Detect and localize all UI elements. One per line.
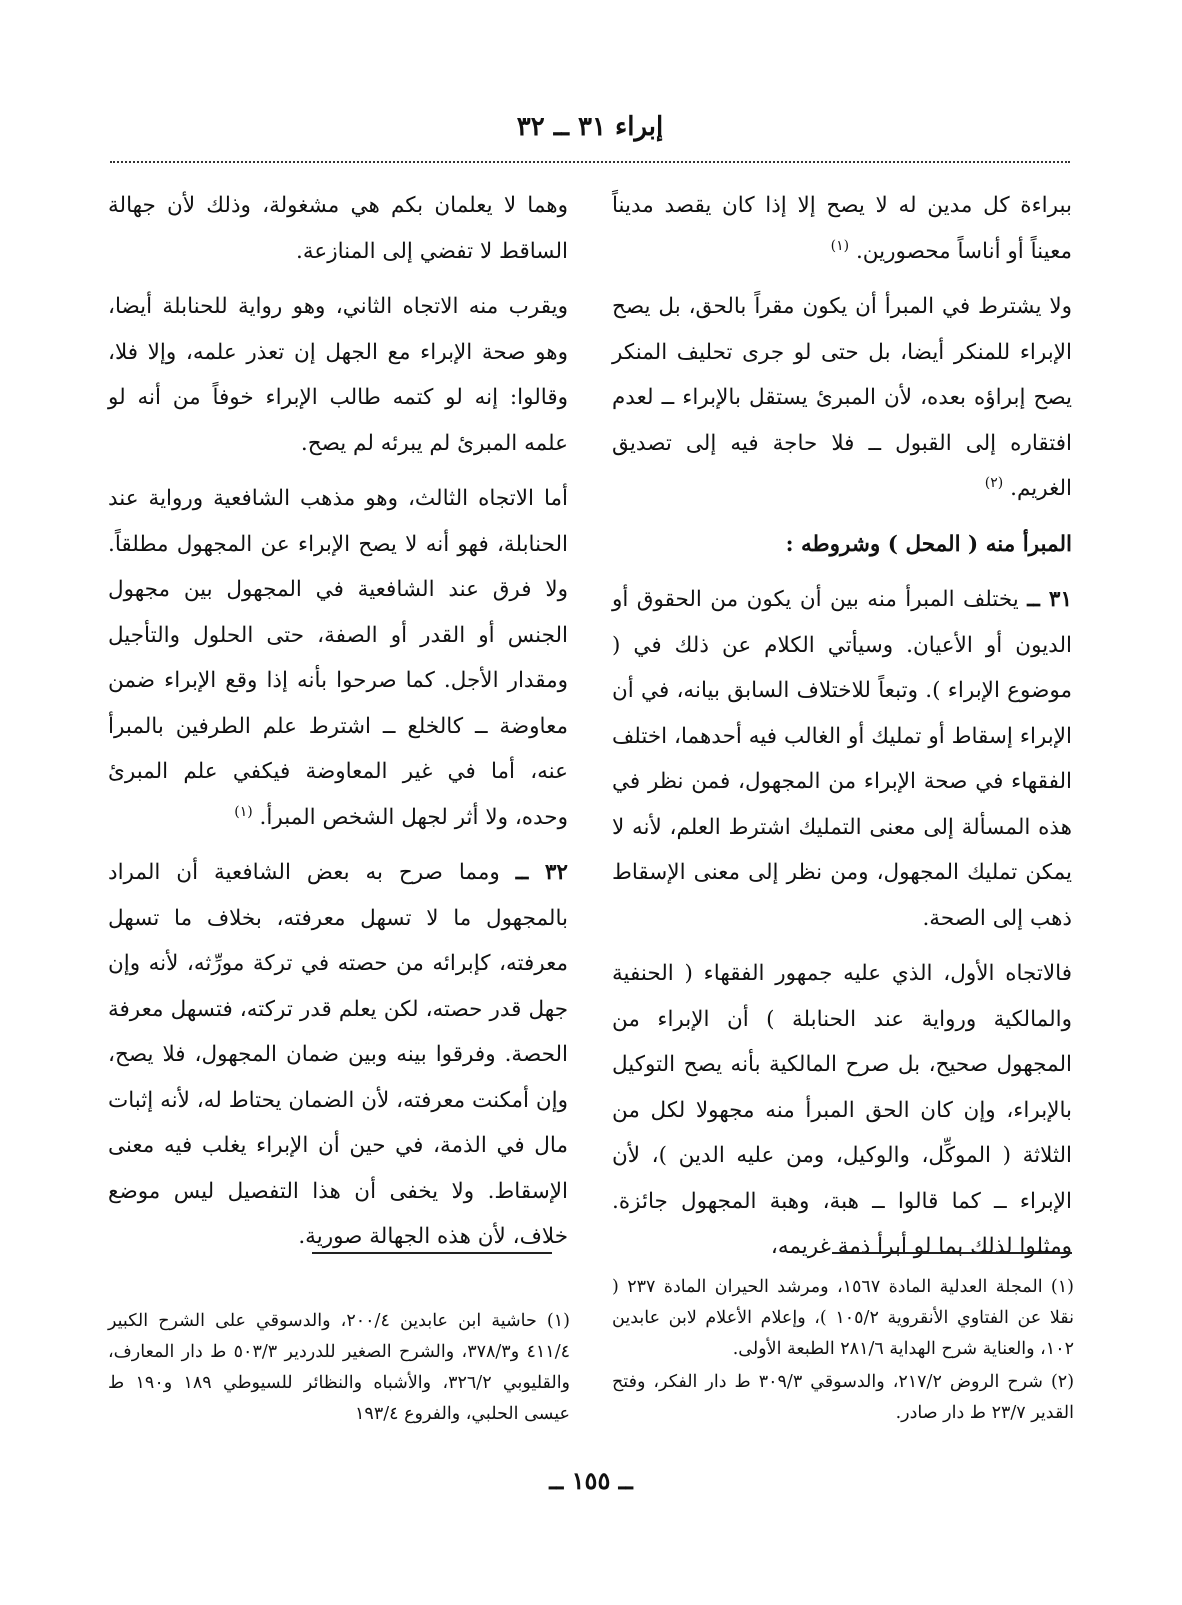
paragraph: وهما لا يعلمان بكم هي مشغولة، وذلك لأن جهالة الساقط لا تفضي إلى المنازعة. xyxy=(108,193,568,264)
paragraph xyxy=(612,284,1072,512)
page-number: ــ ١٥٥ ــ xyxy=(549,1466,633,1495)
footnote-separator xyxy=(312,1252,552,1254)
paragraph: ويقرب منه الاتجاه الثاني، وهو رواية للحنابلة أيضا، وهو صحة الإبراء مع الجهل إن تعذر علمه، وإلا فلا، وقالوا: إنه لو كتمه طالب الإبراء خوفاً من أنه لو علمه المبرئ لم يبرئه لم يصح. xyxy=(108,294,568,456)
footnote: (١) حاشية ابن عابدين ٢٠٠/٤، والدسوقي على الشرح الكبير ٤١١/٤ و٣٧٨/٣، والشرح الصغير للدردير ٥٠٣/٣ ط دار المعارف، والقليوبي ٣٢٦/٢، والأشباه والنظائر للسيوطي ١٨٩ و١٩٠ ط عيسى الحلبي، والفروع ١٩٣/٤ xyxy=(108,1311,571,1424)
paragraph xyxy=(108,476,568,840)
header-dotted-rule xyxy=(110,161,1070,163)
paragraph xyxy=(612,183,1072,274)
left-column xyxy=(108,183,568,1270)
running-header: إبراء ٣١ ــ ٣٢ xyxy=(516,112,664,142)
footnote-separator xyxy=(832,1252,1072,1254)
footnotes-left xyxy=(108,1306,570,1432)
footnote: (٢) شرح الروض ٢١٧/٢، والدسوقي ٣٠٩/٣ ط دار الفكر، وفتح القدير ٢٣/٧ ط دار صادر. xyxy=(612,1372,1075,1423)
footnote-ref: (١) xyxy=(234,803,253,820)
paragraph xyxy=(612,577,1072,941)
paragraph-text: يختلف المبرأ منه بين أن يكون من الحقوق أو الديون أو الأعيان. وسيأتي الكلام عن ذلك في ( موضوع الإبراء ). وتبعاً للاختلاف السابق بيانه، في أن الإبراء إسقاط أو تمليك أو الغالب فيه أحدهما، اختلف الفقهاء في صحة الإبراء من المجهول، فمن نظر في هذه المسألة إلى معنى التمليك اشترط العلم، لأنه لا يمكن تمليك المجهول، ومن نظر إلى معنى الإسقاط ذهب إلى الصحة. xyxy=(612,587,1072,931)
paragraph-number: ٣١ ــ xyxy=(1027,587,1072,612)
footnote: (١) المجلة العدلية المادة ١٥٦٧، ومرشد الحيران المادة ٢٣٧ ( نقلا عن الفتاوي الأنقروية ١٠٥/٢ )، وإعلام الأعلام لابن عابدين ١٠٢، والعناية شرح الهداية ٢٨١/٦ الطبعة الأولى. xyxy=(612,1277,1074,1359)
paragraph-text: أما الاتجاه الثالث، وهو مذهب الشافعية ورواية عند الحنابلة، فهو أنه لا يصح الإبراء عن المجهول مطلقاً. ولا فرق عند الشافعية في المجهول بين مجهول الجنس أو القدر أو الصفة، حتى الحلول والتأجيل ومقدار الأجل. كما صرحوا بأنه إذا وقع الإبراء ضمن معاوضة ــ كالخلع ــ اشترط علم الطرفين بالمبرأ عنه، أما في غير المعاوضة فيكفي علم المبرئ وحده، ولا أثر لجهل الشخص المبرأ. xyxy=(108,486,568,830)
paragraph-text: ومما صرح به بعض الشافعية أن المراد بالمجهول ما لا تسهل معرفته، بخلاف ما تسهل معرفته، كإبرائه من حصته في تركة مورِّثه، لأنه وإن جهل قدر حصته، لكن يعلم قدر تركته، فتسهل معرفة الحصة. وفرقوا بينه وبين ضمان المجهول، فلا يصح، وإن أمكنت معرفته، لأن الضمان يحتاط له، لأنه إثبات مال في الذمة، في حين أن الإبراء يغلب فيه معنى الإسقاط. ولا يخفى أن هذا التفصيل ليس موضع خلاف، لأن هذه الجهالة صورية. xyxy=(108,860,568,1249)
paragraph-number: ٣٢ ــ xyxy=(515,860,568,885)
footnotes-right xyxy=(612,1272,1074,1431)
paragraph: فالاتجاه الأول، الذي عليه جمهور الفقهاء ( الحنفية والمالكية ورواية عند الحنابلة ) أن الإبراء من المجهول صحيح، بل صرح المالكية بأنه يصح التوكيل بالإبراء، وإن كان الحق المبرأ منه مجهولا لكل من الثلاثة ( الموكِّل، والوكيل، ومن عليه الدين )، لأن الإبراء ــ كما قالوا ــ هبة، وهبة المجهول جائزة. ومثلوا لذلك بما لو أبرأ ذمة غريمه، xyxy=(612,961,1072,1259)
section-heading: المبرأ منه ( المحل ) وشروطه : xyxy=(785,531,1072,557)
footnote-ref: (١) xyxy=(830,237,850,254)
paragraph-text: ببراءة كل مدين له لا يصح إلا إذا كان يقصد مديناً معيناً أو أناساً محصورين. xyxy=(612,193,1072,264)
footnote-ref: (٢) xyxy=(984,474,1004,491)
paragraph xyxy=(108,850,568,1260)
right-column xyxy=(612,183,1072,1280)
paragraph-text: ولا يشترط في المبرأ أن يكون مقراً بالحق، بل يصح الإبراء للمنكر أيضا، بل حتى لو جرى تحليف المنكر يصح إبراؤه بعده، لأن المبرئ يستقل بالإبراء ــ لعدم افتقاره إلى القبول ــ فلا حاجة فيه إلى تصديق الغريم. xyxy=(612,294,1072,501)
